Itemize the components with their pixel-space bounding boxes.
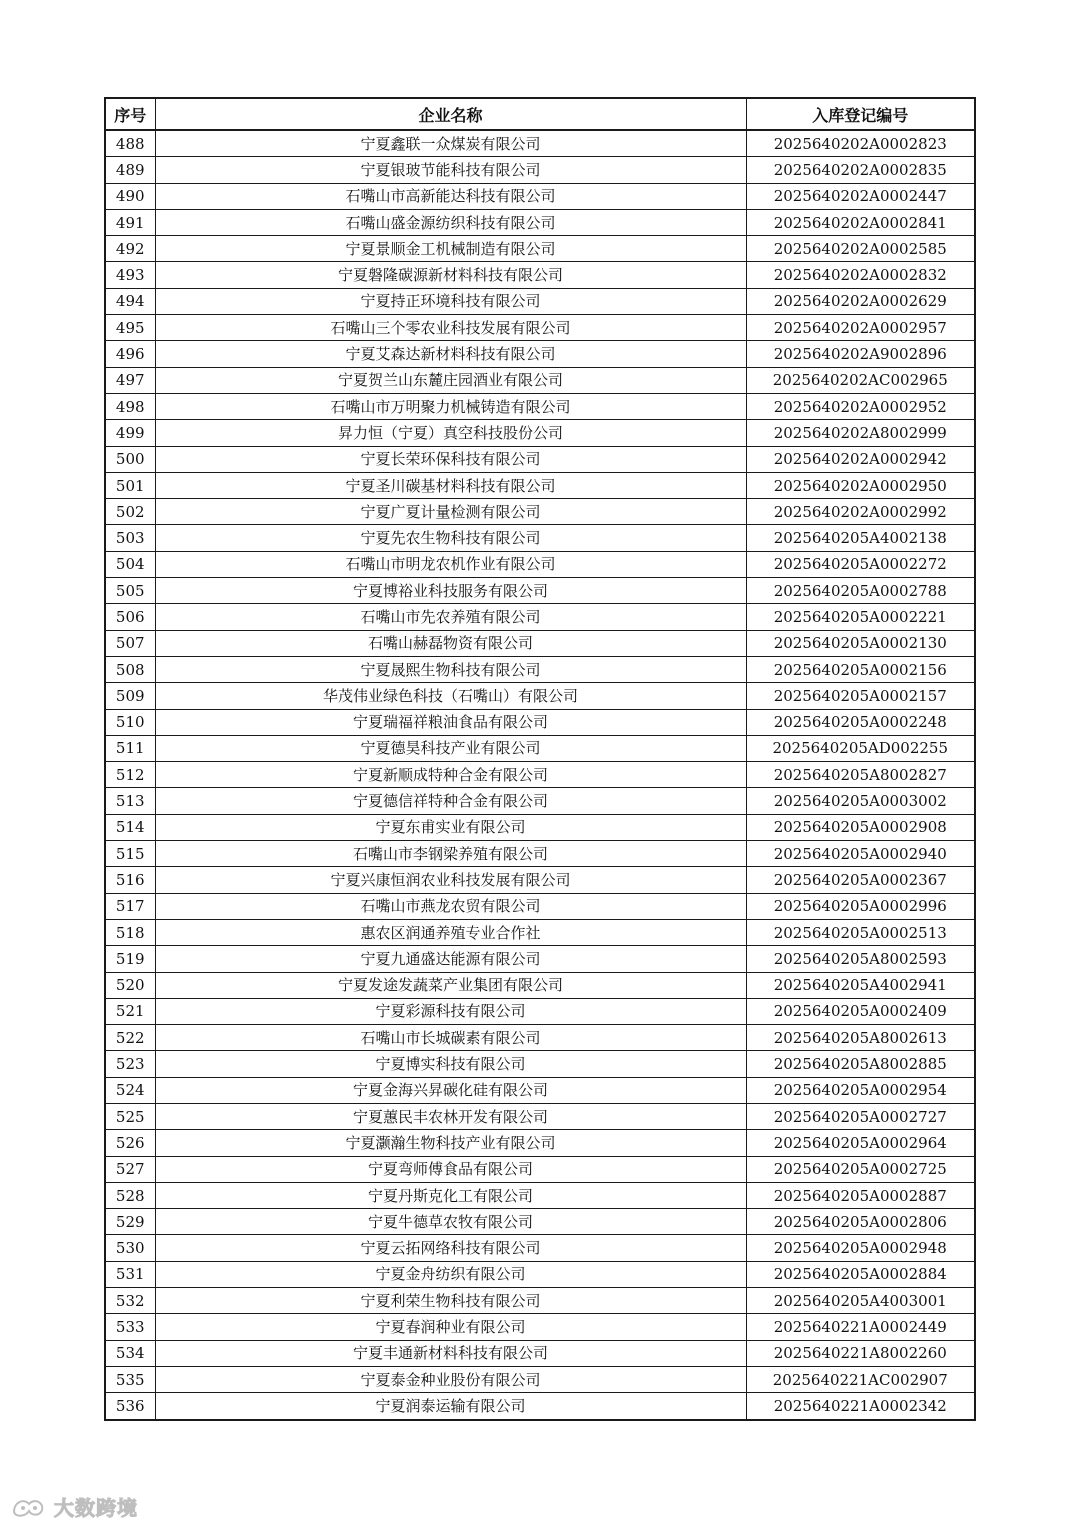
row-name-cell: 宁夏广夏计量检测有限公司 [155,499,746,525]
row-code-cell: 2025640205A4002941 [746,972,975,998]
row-code-cell: 2025640205A0002727 [746,1103,975,1129]
row-seq-cell: 491 [105,209,155,235]
row-code-cell: 2025640202A0002992 [746,499,975,525]
row-seq-cell: 535 [105,1366,155,1392]
table-row [105,814,975,840]
row-seq-cell: 531 [105,1261,155,1287]
row-name-cell: 宁夏金舟纺织有限公司 [155,1261,746,1287]
row-seq-cell: 533 [105,1314,155,1340]
row-code-cell: 2025640205A0002367 [746,867,975,893]
row-code-cell: 2025640221A0002342 [746,1393,975,1420]
row-seq-cell: 510 [105,709,155,735]
row-name-cell: 宁夏金海兴昇碳化硅有限公司 [155,1077,746,1103]
row-code-cell: 2025640205A0002954 [746,1077,975,1103]
table-row [105,446,975,472]
row-seq-cell: 511 [105,735,155,761]
table-row [105,1077,975,1103]
table-row [105,1182,975,1208]
table-row [105,1314,975,1340]
row-seq-cell: 500 [105,446,155,472]
row-name-cell: 宁夏弯师傅食品有限公司 [155,1156,746,1182]
row-seq-cell: 515 [105,841,155,867]
row-seq-cell: 494 [105,288,155,314]
row-seq-cell: 528 [105,1182,155,1208]
row-code-cell: 2025640205A0002157 [746,683,975,709]
row-code-cell: 2025640202A0002823 [746,130,975,157]
row-code-cell: 2025640202A0002950 [746,472,975,498]
row-seq-cell: 529 [105,1209,155,1235]
row-name-cell: 宁夏春润种业有限公司 [155,1314,746,1340]
header-row [105,98,975,130]
row-name-cell: 宁夏鑫联一众煤炭有限公司 [155,130,746,157]
table-row [105,262,975,288]
row-code-cell: 2025640205A0002884 [746,1261,975,1287]
table-row [105,1366,975,1392]
row-seq-cell: 517 [105,893,155,919]
table-header [105,98,975,130]
row-seq-cell: 509 [105,683,155,709]
row-name-cell: 华茂伟业绿色科技（石嘴山）有限公司 [155,683,746,709]
row-code-cell: 2025640205A0002996 [746,893,975,919]
table-row [105,525,975,551]
row-name-cell: 宁夏发途发蔬菜产业集团有限公司 [155,972,746,998]
table-row [105,709,975,735]
table-row [105,1103,975,1129]
table-row [105,1393,975,1420]
row-seq-cell: 519 [105,946,155,972]
row-seq-cell: 508 [105,656,155,682]
row-code-cell: 2025640205A4003001 [746,1288,975,1314]
row-seq-cell: 489 [105,157,155,183]
row-name-cell: 宁夏新顺成特种合金有限公司 [155,762,746,788]
row-name-cell: 石嘴山市万明聚力机械铸造有限公司 [155,393,746,419]
row-seq-cell: 499 [105,420,155,446]
row-code-cell: 2025640205AD002255 [746,735,975,761]
row-code-cell: 2025640202A0002957 [746,315,975,341]
row-name-cell: 宁夏兴康恒润农业科技发展有限公司 [155,867,746,893]
row-seq-cell: 488 [105,130,155,157]
row-seq-cell: 497 [105,367,155,393]
table-row [105,367,975,393]
row-code-cell: 2025640202A0002835 [746,157,975,183]
row-code-cell: 2025640205A0002887 [746,1182,975,1208]
table-row [105,762,975,788]
row-code-cell: 2025640202A8002999 [746,420,975,446]
table-row [105,998,975,1024]
row-code-cell: 2025640221AC002907 [746,1366,975,1392]
row-code-cell: 2025640205A0002725 [746,1156,975,1182]
row-seq-cell: 521 [105,998,155,1024]
row-name-cell: 宁夏九通盛达能源有限公司 [155,946,746,972]
row-code-cell: 2025640205A0002221 [746,604,975,630]
row-name-cell: 宁夏灏瀚生物科技产业有限公司 [155,1130,746,1156]
row-seq-cell: 490 [105,183,155,209]
row-code-cell: 2025640202A0002585 [746,236,975,262]
row-code-cell: 2025640205A0002806 [746,1209,975,1235]
row-code-cell: 2025640205A0003002 [746,788,975,814]
row-name-cell: 宁夏贺兰山东麓庄园酒业有限公司 [155,367,746,393]
table-row [105,1130,975,1156]
row-name-cell: 宁夏博裕业科技服务有限公司 [155,578,746,604]
table-row [105,972,975,998]
row-name-cell: 昇力恒（宁夏）真空科技股份公司 [155,420,746,446]
row-seq-cell: 506 [105,604,155,630]
row-seq-cell: 536 [105,1393,155,1420]
row-code-cell: 2025640202AC002965 [746,367,975,393]
row-code-cell: 2025640205A0002908 [746,814,975,840]
row-code-cell: 2025640205A0002513 [746,919,975,945]
row-name-cell: 宁夏彩源科技有限公司 [155,998,746,1024]
row-code-cell: 2025640205A0002130 [746,630,975,656]
row-seq-cell: 513 [105,788,155,814]
row-seq-cell: 523 [105,1051,155,1077]
table-row [105,604,975,630]
row-code-cell: 2025640205A0002156 [746,656,975,682]
table-row [105,341,975,367]
row-seq-cell: 534 [105,1340,155,1366]
table-row [105,683,975,709]
row-name-cell: 宁夏丰通新材料科技有限公司 [155,1340,746,1366]
row-name-cell: 石嘴山赫磊物资有限公司 [155,630,746,656]
header-seq: 序号 [105,98,155,130]
row-name-cell: 石嘴山市高新能达科技有限公司 [155,183,746,209]
row-name-cell: 宁夏东甫实业有限公司 [155,814,746,840]
table-row [105,788,975,814]
row-name-cell: 石嘴山市先农养殖有限公司 [155,604,746,630]
row-code-cell: 2025640205A0002248 [746,709,975,735]
row-name-cell: 石嘴山市李钢梁养殖有限公司 [155,841,746,867]
table-row [105,735,975,761]
row-seq-cell: 532 [105,1288,155,1314]
row-seq-cell: 496 [105,341,155,367]
watermark-text: 大数跨境 [54,1496,138,1520]
row-seq-cell: 498 [105,393,155,419]
row-name-cell: 石嘴山盛金源纺织科技有限公司 [155,209,746,235]
table-row [105,841,975,867]
table-row [105,288,975,314]
row-seq-cell: 527 [105,1156,155,1182]
row-name-cell: 宁夏云拓网络科技有限公司 [155,1235,746,1261]
table-row [105,157,975,183]
row-code-cell: 2025640205A4002138 [746,525,975,551]
row-seq-cell: 502 [105,499,155,525]
row-name-cell: 宁夏蕙民丰农林开发有限公司 [155,1103,746,1129]
row-name-cell: 宁夏磐隆碳源新材料科技有限公司 [155,262,746,288]
table-row [105,656,975,682]
row-seq-cell: 516 [105,867,155,893]
table-row [105,1051,975,1077]
row-name-cell: 宁夏持正环境科技有限公司 [155,288,746,314]
enterprise-registry-table [104,97,976,1421]
row-name-cell: 惠农区润通养殖专业合作社 [155,919,746,945]
row-code-cell: 2025640205A8002827 [746,762,975,788]
row-seq-cell: 504 [105,551,155,577]
table-row [105,315,975,341]
row-code-cell: 2025640205A0002788 [746,578,975,604]
table-row [105,420,975,446]
table-row [105,893,975,919]
table-row [105,578,975,604]
row-code-cell: 2025640205A8002613 [746,1025,975,1051]
row-code-cell: 2025640202A0002942 [746,446,975,472]
row-code-cell: 2025640221A0002449 [746,1314,975,1340]
row-name-cell: 宁夏丹斯克化工有限公司 [155,1182,746,1208]
row-code-cell: 2025640202A0002952 [746,393,975,419]
table-row [105,1156,975,1182]
row-name-cell: 宁夏晟熙生物科技有限公司 [155,656,746,682]
row-name-cell: 宁夏博实科技有限公司 [155,1051,746,1077]
row-seq-cell: 507 [105,630,155,656]
row-seq-cell: 522 [105,1025,155,1051]
header-code: 入库登记编号 [746,98,975,130]
row-name-cell: 宁夏艾森达新材料科技有限公司 [155,341,746,367]
table-row [105,499,975,525]
header-name: 企业名称 [155,98,746,130]
row-name-cell: 宁夏德信祥特种合金有限公司 [155,788,746,814]
row-name-cell: 宁夏泰金种业股份有限公司 [155,1366,746,1392]
row-name-cell: 宁夏润泰运输有限公司 [155,1393,746,1420]
row-seq-cell: 520 [105,972,155,998]
table-row [105,630,975,656]
row-seq-cell: 492 [105,236,155,262]
row-code-cell: 2025640202A0002629 [746,288,975,314]
table-row [105,1340,975,1366]
row-name-cell: 宁夏景顺金工机械制造有限公司 [155,236,746,262]
row-code-cell: 2025640205A8002593 [746,946,975,972]
row-seq-cell: 524 [105,1077,155,1103]
row-code-cell: 2025640205A0002272 [746,551,975,577]
brand-logo-icon [10,1494,48,1520]
watermark [10,1492,138,1521]
row-name-cell: 宁夏德昊科技产业有限公司 [155,735,746,761]
row-name-cell: 宁夏先农生物科技有限公司 [155,525,746,551]
row-seq-cell: 501 [105,472,155,498]
row-seq-cell: 493 [105,262,155,288]
row-name-cell: 宁夏长荣环保科技有限公司 [155,446,746,472]
row-code-cell: 2025640202A0002841 [746,209,975,235]
row-seq-cell: 495 [105,315,155,341]
row-seq-cell: 530 [105,1235,155,1261]
row-name-cell: 宁夏银玻节能科技有限公司 [155,157,746,183]
row-code-cell: 2025640205A0002948 [746,1235,975,1261]
table-row [105,919,975,945]
row-code-cell: 2025640221A8002260 [746,1340,975,1366]
table-row [105,472,975,498]
row-code-cell: 2025640205A0002409 [746,998,975,1024]
table-row [105,183,975,209]
row-name-cell: 石嘴山市燕龙农贸有限公司 [155,893,746,919]
row-seq-cell: 514 [105,814,155,840]
row-seq-cell: 525 [105,1103,155,1129]
row-name-cell: 石嘴山市明龙农机作业有限公司 [155,551,746,577]
table-body [105,130,975,1420]
row-name-cell: 宁夏利荣生物科技有限公司 [155,1288,746,1314]
table-row [105,236,975,262]
table-row [105,1235,975,1261]
table-row [105,130,975,157]
row-name-cell: 石嘴山三个零农业科技发展有限公司 [155,315,746,341]
table-row [105,1025,975,1051]
row-code-cell: 2025640202A9002896 [746,341,975,367]
row-code-cell: 2025640202A0002447 [746,183,975,209]
table-row [105,1261,975,1287]
row-seq-cell: 518 [105,919,155,945]
table-row [105,1288,975,1314]
table-row [105,1209,975,1235]
row-code-cell: 2025640205A0002940 [746,841,975,867]
row-seq-cell: 505 [105,578,155,604]
table-row [105,946,975,972]
table-row [105,393,975,419]
row-seq-cell: 526 [105,1130,155,1156]
row-seq-cell: 503 [105,525,155,551]
row-name-cell: 宁夏瑞福祥粮油食品有限公司 [155,709,746,735]
table-row [105,551,975,577]
row-name-cell: 石嘴山市长城碳素有限公司 [155,1025,746,1051]
table-row [105,209,975,235]
table-row [105,867,975,893]
row-code-cell: 2025640205A8002885 [746,1051,975,1077]
row-name-cell: 宁夏圣川碳基材料科技有限公司 [155,472,746,498]
row-seq-cell: 512 [105,762,155,788]
row-code-cell: 2025640202A0002832 [746,262,975,288]
row-name-cell: 宁夏牛德草农牧有限公司 [155,1209,746,1235]
row-code-cell: 2025640205A0002964 [746,1130,975,1156]
